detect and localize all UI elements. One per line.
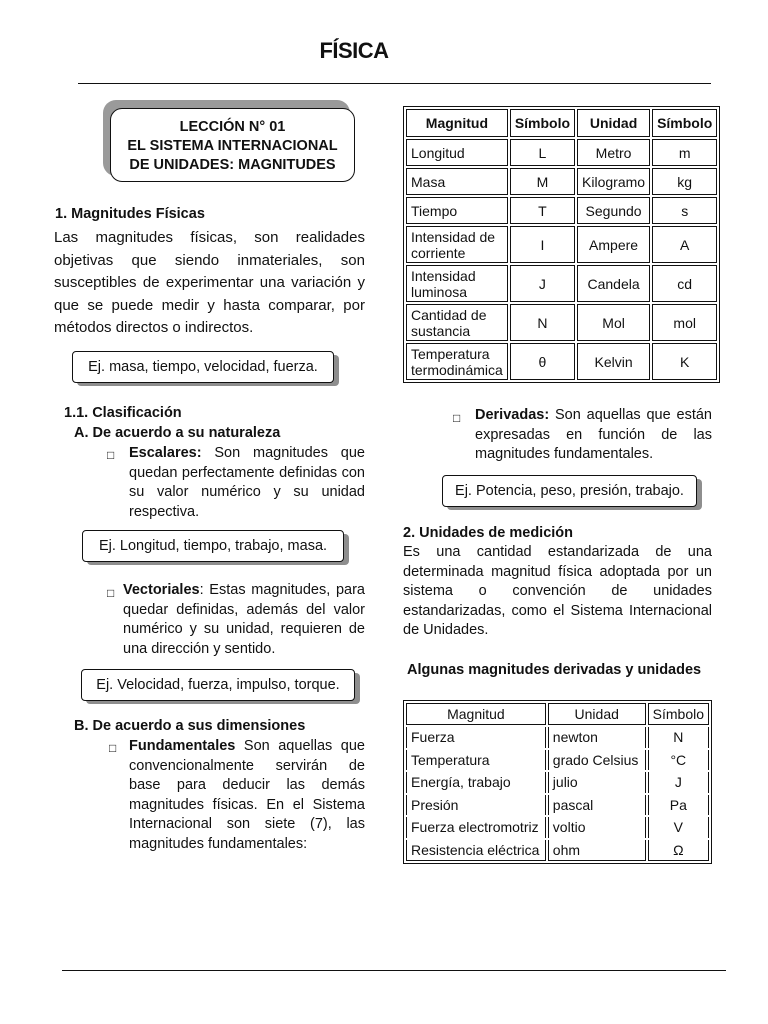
table-cell: L — [510, 139, 575, 166]
table-cell: Temperatura — [406, 750, 546, 771]
vectoriales-text: : Estas magnitudes, para quedar definidas, además del valor numérico y su unidad, requieren de una dirección y sentido. — [123, 582, 365, 657]
table-cell: Masa — [406, 168, 508, 195]
table-cell: Resistencia eléctrica — [406, 840, 546, 862]
table-cell: s — [652, 197, 717, 224]
subheading-dimensiones: B. De acuerdo a sus dimensiones — [74, 718, 306, 734]
example-box-escalares: Ej. Longitud, tiempo, trabajo, masa. — [82, 530, 344, 562]
table-cell: voltio — [548, 817, 646, 838]
escalares-term: Escalares: — [129, 445, 202, 461]
bullet-icon: □ — [453, 411, 461, 425]
table-cell: M — [510, 168, 575, 195]
table-cell: Kelvin — [577, 343, 650, 380]
bullet-icon: □ — [109, 741, 117, 755]
table-cell: T — [510, 197, 575, 224]
table-row — [406, 197, 717, 224]
table-header-row — [406, 703, 709, 725]
table-row — [406, 750, 709, 771]
unidades-paragraph: Es una cantidad estandarizada de una determinada magnitud física adoptada por un sistema o convención de unidades estandarizadas, como el Sistema Internacional de Unidades. — [403, 544, 712, 639]
table-row — [406, 772, 709, 793]
table-cell: A — [652, 226, 717, 263]
fundamentales-text: Son aquellas que convencionalmente servirán de base para deducir las demás magnitudes físicas. En el Sistema Internacional son siete (7), las magnitudes fundamentales: — [129, 738, 365, 852]
table-cell: Cantidad de sustancia — [406, 304, 508, 341]
fundamental-magnitudes-table — [403, 106, 720, 383]
example-box-derivadas: Ej. Potencia, peso, presión, trabajo. — [442, 475, 697, 507]
table-cell: Fuerza electromotriz — [406, 817, 546, 838]
derivadas-term: Derivadas: — [475, 407, 550, 423]
table-cell: J — [510, 265, 575, 302]
table-row — [406, 727, 709, 748]
table-cell: grado Celsius — [548, 750, 646, 771]
table-cell: V — [648, 817, 709, 838]
vectoriales-term: Vectoriales — [123, 582, 200, 598]
subheading-naturaleza: A. De acuerdo a su naturaleza — [74, 425, 281, 441]
table-cell: Presión — [406, 795, 546, 816]
section-heading-magnitudes: 1. Magnitudes Físicas — [55, 206, 205, 222]
example-box-magnitudes: Ej. masa, tiempo, velocidad, fuerza. — [72, 351, 334, 383]
table-row — [406, 265, 717, 302]
table-cell: julio — [548, 772, 646, 793]
table-cell: K — [652, 343, 717, 380]
escalares-text: Son magnitudes que quedan perfectamente definidas con su valor numérico y su unidad respectiva. — [129, 445, 365, 520]
table-cell: θ — [510, 343, 575, 380]
table-row — [406, 168, 717, 195]
table-cell: Fuerza — [406, 727, 546, 748]
table-cell: newton — [548, 727, 646, 748]
header-rule — [78, 83, 711, 84]
derivadas-text: Son aquellas que están expresadas en función de las magnitudes fundamentales. — [475, 407, 712, 463]
table-cell: Kilogramo — [577, 168, 650, 195]
fundamentales-paragraph — [129, 737, 365, 855]
table-row — [406, 817, 709, 838]
table-header-cell: Magnitud — [406, 703, 546, 725]
table-cell: Ampere — [577, 226, 650, 263]
table-cell: Longitud — [406, 139, 508, 166]
table-cell: Candela — [577, 265, 650, 302]
example-box-vectoriales: Ej. Velocidad, fuerza, impulso, torque. — [81, 669, 355, 701]
derived-table-heading: Algunas magnitudes derivadas y unidades — [407, 662, 702, 678]
lesson-title-line: EL SISTEMA INTERNACIONAL — [127, 138, 338, 154]
table-cell: Ω — [648, 840, 709, 862]
fundamentales-term: Fundamentales — [129, 738, 236, 754]
table-header-cell: Símbolo — [652, 109, 717, 137]
table-header-cell: Magnitud — [406, 109, 508, 137]
table-header-cell: Símbolo — [510, 109, 575, 137]
bullet-icon: □ — [107, 448, 115, 462]
table-cell: kg — [652, 168, 717, 195]
footer-rule — [62, 970, 726, 971]
table-cell: °C — [648, 750, 709, 771]
table-cell: I — [510, 226, 575, 263]
derived-magnitudes-table — [403, 700, 712, 864]
magnitudes-paragraph: Las magnitudes físicas, son realidades objetivas que siendo inmateriales, son susceptibles de experimentar una variación y que se puede medir y hasta comparar, por métodos directos o indirectos. — [54, 229, 365, 336]
table-header-cell: Unidad — [577, 109, 650, 137]
table-cell: m — [652, 139, 717, 166]
table-cell: Pa — [648, 795, 709, 816]
table-row — [406, 139, 717, 166]
table-cell: Temperatura termodinámica — [406, 343, 508, 380]
page-title: FÍSICA — [319, 38, 389, 63]
derivadas-paragraph — [475, 406, 712, 465]
table-cell: Tiempo — [406, 197, 508, 224]
lesson-title-box — [110, 108, 355, 182]
escalares-paragraph — [129, 444, 365, 522]
table-cell: cd — [652, 265, 717, 302]
table-row — [406, 343, 717, 380]
section-heading-unidades: 2. Unidades de medición — [403, 525, 574, 541]
table-row — [406, 226, 717, 263]
table-row — [406, 795, 709, 816]
table-cell: Mol — [577, 304, 650, 341]
table-cell: Energía, trabajo — [406, 772, 546, 793]
vectoriales-paragraph — [123, 581, 365, 659]
lesson-number: LECCIÓN N° 01 — [179, 119, 286, 135]
table-row — [406, 840, 709, 862]
table-row — [406, 304, 717, 341]
table-cell: Intensidad de corriente — [406, 226, 508, 263]
table-cell: N — [510, 304, 575, 341]
table-header-cell: Símbolo — [648, 703, 709, 725]
section-heading-clasificacion: 1.1. Clasificación — [64, 405, 182, 421]
table-cell: mol — [652, 304, 717, 341]
table-cell: J — [648, 772, 709, 793]
table-cell: Intensidad luminosa — [406, 265, 508, 302]
table-cell: N — [648, 727, 709, 748]
table-cell: Segundo — [577, 197, 650, 224]
table-header-row — [406, 109, 717, 137]
bullet-icon: □ — [107, 586, 115, 600]
table-cell: ohm — [548, 840, 646, 862]
lesson-title-line: DE UNIDADES: MAGNITUDES — [129, 157, 336, 173]
table-header-cell: Unidad — [548, 703, 646, 725]
table-cell: Metro — [577, 139, 650, 166]
table-cell: pascal — [548, 795, 646, 816]
